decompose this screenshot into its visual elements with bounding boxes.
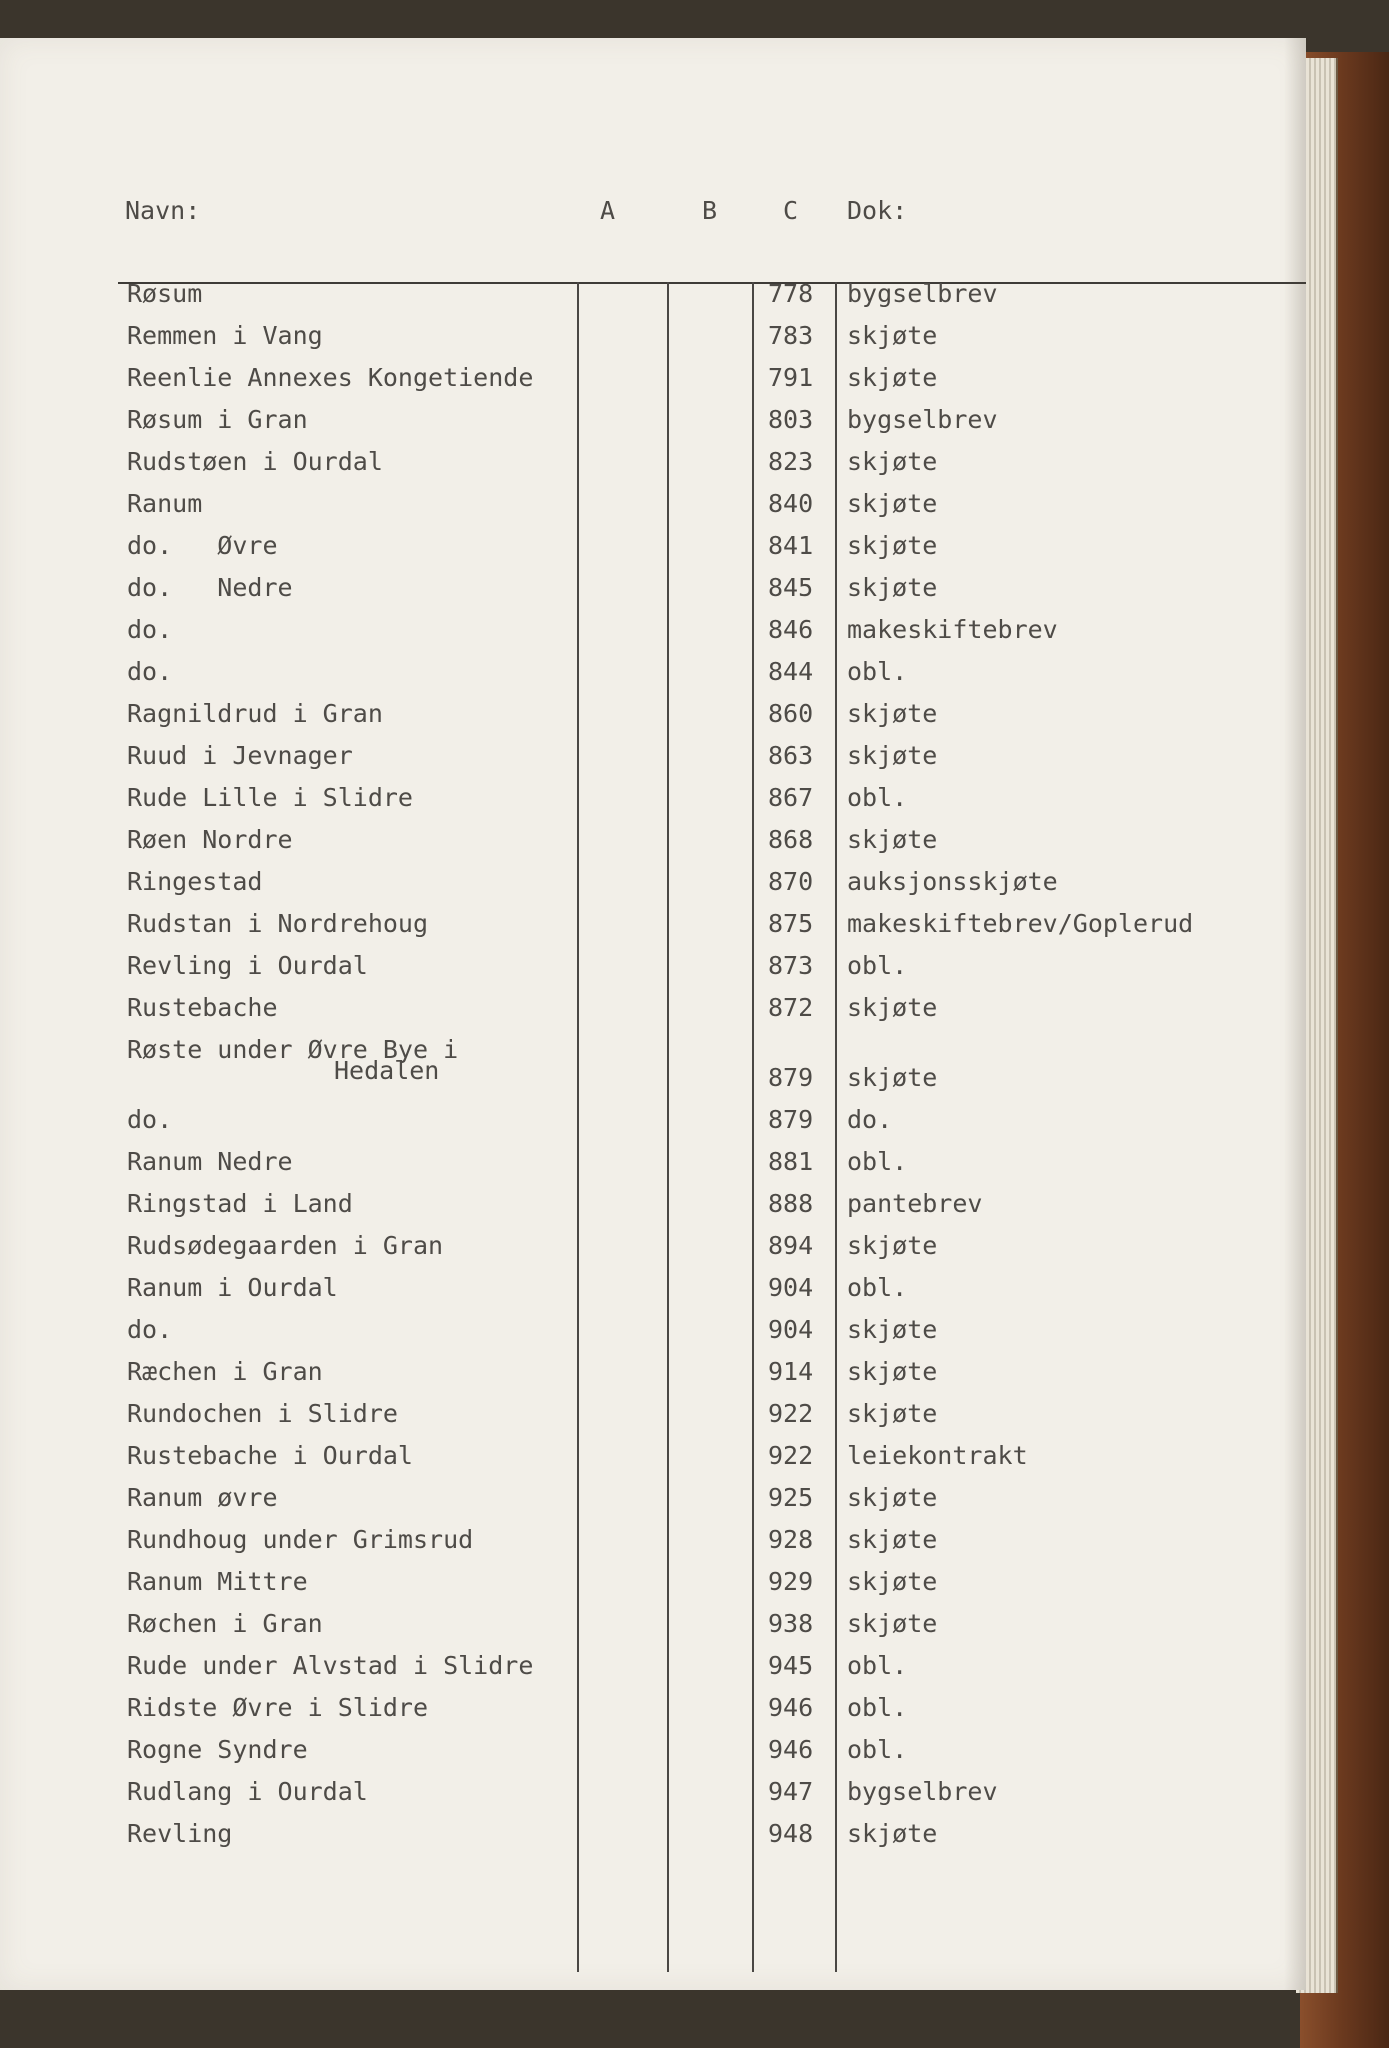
row-c-number: 803 (768, 405, 814, 434)
table-row (0, 274, 1306, 316)
row-document-type: skjøte (847, 1063, 938, 1092)
table-row (0, 526, 1306, 568)
row-c-number: 840 (768, 489, 814, 518)
table-row (0, 652, 1306, 694)
row-c-number: 863 (768, 741, 814, 770)
row-c-number: 946 (768, 1735, 814, 1764)
row-name: Rudlang i Ourdal (127, 1777, 368, 1806)
table-row (0, 862, 1306, 904)
row-name: Ranum (127, 489, 203, 518)
row-document-type: skjøte (847, 573, 938, 602)
row-c-number: 823 (768, 447, 814, 476)
table-row (0, 1310, 1306, 1352)
row-name: Rogne Syndre (127, 1735, 308, 1764)
row-c-number: 872 (768, 993, 814, 1022)
row-name: Rustebache (127, 993, 278, 1022)
row-c-number: 947 (768, 1777, 814, 1806)
row-document-type: skjøte (847, 531, 938, 560)
row-c-number: 904 (768, 1315, 814, 1344)
row-document-type: skjøte (847, 1609, 938, 1638)
row-name: Rude under Alvstad i Slidre (127, 1651, 534, 1680)
row-name: Ranum Mittre (127, 1567, 308, 1596)
row-document-type: do. (847, 1105, 893, 1134)
row-document-type: skjøte (847, 1357, 938, 1386)
table-row (0, 694, 1306, 736)
row-document-type: skjøte (847, 1231, 938, 1260)
row-c-number: 879 (768, 1063, 814, 1092)
row-c-number: 860 (768, 699, 814, 728)
table-row (0, 946, 1306, 988)
row-document-type: obl. (847, 783, 908, 812)
row-c-number: 928 (768, 1525, 814, 1554)
row-c-number: 894 (768, 1231, 814, 1260)
table-row (0, 820, 1306, 862)
row-c-number: 946 (768, 1693, 814, 1722)
header-navn: Navn: (125, 196, 201, 225)
row-document-type: bygselbrev (847, 405, 998, 434)
row-name: do. (127, 1315, 173, 1344)
row-name: Revling i Ourdal (127, 951, 368, 980)
row-c-number: 875 (768, 909, 814, 938)
row-c-number: 925 (768, 1483, 814, 1512)
row-c-number: 778 (768, 279, 814, 308)
table-row (0, 1100, 1306, 1142)
row-name: Røste under Øvre Bye i (127, 1035, 459, 1064)
row-name: Ranum Nedre (127, 1147, 293, 1176)
register-table (0, 38, 1306, 1990)
row-document-type: obl. (847, 951, 908, 980)
table-row (0, 316, 1306, 358)
table-row (0, 610, 1306, 652)
row-c-number: 870 (768, 867, 814, 896)
table-row (0, 1688, 1306, 1730)
table-row (0, 1814, 1306, 1856)
row-name: Rudstan i Nordrehoug (127, 909, 429, 938)
row-name: Røchen i Gran (127, 1609, 323, 1638)
table-row (0, 1562, 1306, 1604)
row-name: Reenlie Annexes Kongetiende (127, 363, 534, 392)
table-row (0, 1646, 1306, 1688)
row-name: Rundochen i Slidre (127, 1399, 398, 1428)
row-document-type: obl. (847, 1147, 908, 1176)
row-name: Ranum i Ourdal (127, 1273, 338, 1302)
table-row (0, 1772, 1306, 1814)
row-c-number: 904 (768, 1273, 814, 1302)
row-document-type: obl. (847, 1693, 908, 1722)
row-name: Rude Lille i Slidre (127, 783, 413, 812)
table-row (0, 1184, 1306, 1226)
table-row (0, 1035, 1306, 1100)
row-c-number: 948 (768, 1819, 814, 1848)
row-c-number: 922 (768, 1441, 814, 1470)
row-document-type: obl. (847, 657, 908, 686)
table-row (0, 442, 1306, 484)
row-name-continuation: Hedalen (334, 1056, 440, 1085)
row-name: Rudstøen i Ourdal (127, 447, 383, 476)
table-row (0, 568, 1306, 610)
table-row (0, 1520, 1306, 1562)
row-document-type: skjøte (847, 741, 938, 770)
row-document-type: leiekontrakt (847, 1441, 1028, 1470)
row-document-type: skjøte (847, 699, 938, 728)
row-name: Revling (127, 1819, 233, 1848)
table-row (0, 988, 1306, 1030)
table-row (0, 1394, 1306, 1436)
row-document-type: skjøte (847, 1483, 938, 1512)
header-b: B (702, 196, 718, 225)
row-document-type: auksjonsskjøte (847, 867, 1058, 896)
header-a: A (600, 196, 616, 225)
row-name: Ranum øvre (127, 1483, 278, 1512)
row-document-type: skjøte (847, 489, 938, 518)
row-document-type: skjøte (847, 321, 938, 350)
table-row (0, 400, 1306, 442)
row-c-number: 783 (768, 321, 814, 350)
table-row (0, 1478, 1306, 1520)
row-name: Ruud i Jevnager (127, 741, 353, 770)
row-name: do. (127, 1105, 173, 1134)
row-c-number: 846 (768, 615, 814, 644)
row-document-type: skjøte (847, 825, 938, 854)
table-row (0, 358, 1306, 400)
row-c-number: 867 (768, 783, 814, 812)
row-c-number: 873 (768, 951, 814, 980)
row-c-number: 945 (768, 1651, 814, 1680)
row-name: Ræchen i Gran (127, 1357, 323, 1386)
row-document-type: makeskiftebrev/Goplerud (847, 909, 1194, 938)
row-name: Ragnildrud i Gran (127, 699, 383, 728)
row-document-type: skjøte (847, 1567, 938, 1596)
row-name: do. (127, 615, 173, 644)
row-document-type: skjøte (847, 1525, 938, 1554)
row-c-number: 888 (768, 1189, 814, 1218)
document-page (0, 38, 1306, 1990)
row-name: do. Øvre (127, 531, 278, 560)
row-c-number: 844 (768, 657, 814, 686)
row-name: Rustebache i Ourdal (127, 1441, 413, 1470)
row-document-type: skjøte (847, 1399, 938, 1428)
row-c-number: 922 (768, 1399, 814, 1428)
header-dok: Dok: (847, 196, 908, 225)
row-c-number: 881 (768, 1147, 814, 1176)
row-document-type: obl. (847, 1273, 908, 1302)
header-c: C (783, 196, 799, 225)
row-name: Remmen i Vang (127, 321, 323, 350)
row-document-type: skjøte (847, 993, 938, 1022)
row-name: Røsum i Gran (127, 405, 308, 434)
row-c-number: 914 (768, 1357, 814, 1386)
table-row (0, 1226, 1306, 1268)
row-c-number: 929 (768, 1567, 814, 1596)
table-row (0, 1436, 1306, 1478)
table-row (0, 778, 1306, 820)
row-document-type: bygselbrev (847, 1777, 998, 1806)
row-document-type: skjøte (847, 447, 938, 476)
table-row (0, 1142, 1306, 1184)
row-document-type: skjøte (847, 363, 938, 392)
row-name: do. Nedre (127, 573, 293, 602)
row-name: do. (127, 657, 173, 686)
row-name: Røen Nordre (127, 825, 293, 854)
row-name: Ringestad (127, 867, 263, 896)
row-c-number: 938 (768, 1609, 814, 1638)
table-row (0, 736, 1306, 778)
row-c-number: 841 (768, 531, 814, 560)
row-c-number: 791 (768, 363, 814, 392)
table-row (0, 1268, 1306, 1310)
row-name: Ridste Øvre i Slidre (127, 1693, 429, 1722)
row-name: Rudsødegaarden i Gran (127, 1231, 444, 1260)
table-row (0, 904, 1306, 946)
row-document-type: skjøte (847, 1315, 938, 1344)
table-row (0, 1352, 1306, 1394)
row-c-number: 879 (768, 1105, 814, 1134)
row-document-type: makeskiftebrev (847, 615, 1058, 644)
row-c-number: 845 (768, 573, 814, 602)
row-document-type: obl. (847, 1651, 908, 1680)
table-row (0, 1604, 1306, 1646)
row-document-type: skjøte (847, 1819, 938, 1848)
table-row (0, 484, 1306, 526)
row-document-type: pantebrev (847, 1189, 983, 1218)
row-c-number: 868 (768, 825, 814, 854)
row-document-type: bygselbrev (847, 279, 998, 308)
row-name: Røsum (127, 279, 203, 308)
table-row (0, 1730, 1306, 1772)
row-document-type: obl. (847, 1735, 908, 1764)
row-name: Ringstad i Land (127, 1189, 353, 1218)
row-name: Rundhoug under Grimsrud (127, 1525, 474, 1554)
